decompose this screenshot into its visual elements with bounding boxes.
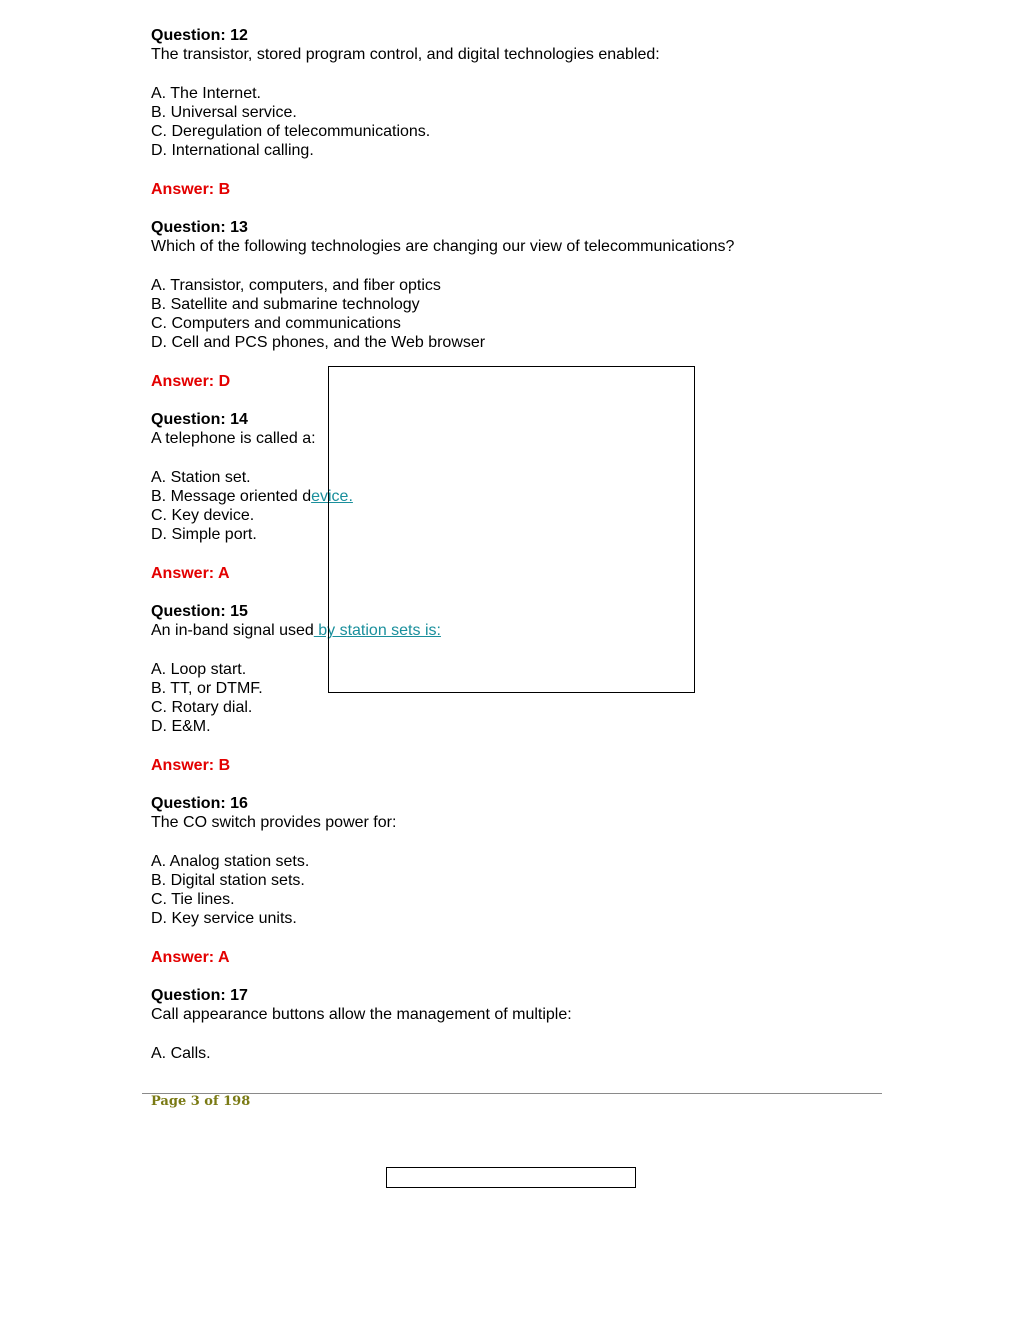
option-a: A. Station set. — [151, 468, 251, 486]
option-b: B. Digital station sets. — [151, 871, 305, 889]
option-b: B. TT, or DTMF. — [151, 679, 263, 697]
option-b: B. Satellite and submarine technology — [151, 295, 420, 313]
question-block — [151, 26, 881, 218]
option-b-text: B. Message oriented d — [151, 487, 312, 505]
answer-label: Answer: B — [151, 756, 231, 774]
question-text: The CO switch provides power for: — [151, 814, 397, 832]
question-title: Question: 13 — [151, 218, 248, 236]
spacer — [151, 736, 881, 755]
bottom-frame — [386, 1167, 636, 1188]
question-title: Question: 14 — [151, 410, 248, 428]
question-text-plain: An in-band signal used — [151, 622, 314, 640]
spacer — [151, 352, 881, 371]
spacer — [151, 967, 881, 986]
option-b — [151, 487, 881, 506]
answer-label: Answer: B — [151, 180, 231, 198]
option-c: C. Tie lines. — [151, 890, 235, 908]
question-block — [151, 602, 881, 794]
footer-divider — [142, 1093, 882, 1094]
spacer — [151, 160, 881, 179]
question-block — [151, 794, 881, 986]
question-title: Question: 16 — [151, 794, 248, 812]
question-text — [151, 621, 881, 640]
spacer — [151, 928, 881, 947]
question-block — [151, 218, 881, 410]
option-c: C. Key device. — [151, 506, 255, 524]
spacer — [151, 832, 881, 851]
option-d: D. E&M. — [151, 718, 211, 736]
option-c: C. Rotary dial. — [151, 698, 253, 716]
option-d: D. Simple port. — [151, 526, 257, 544]
page-number: Page 3 of 198 — [151, 1094, 251, 1109]
spacer — [151, 544, 881, 563]
option-d: D. International calling. — [151, 142, 314, 160]
spacer — [151, 64, 881, 83]
document-page — [151, 26, 881, 1063]
question-text: Call appearance buttons allow the management of multiple: — [151, 1006, 572, 1024]
question-text: A telephone is called a: — [151, 430, 316, 448]
option-c: C. Deregulation of telecommunications. — [151, 123, 431, 140]
option-c: C. Computers and communications — [151, 314, 401, 332]
question-block — [151, 410, 881, 602]
answer-label: Answer: A — [151, 948, 230, 966]
answer-label: Answer: A — [151, 564, 230, 582]
spacer — [151, 583, 881, 602]
option-b-link[interactable]: evice. — [311, 487, 353, 505]
option-b: B. Universal service. — [151, 103, 297, 121]
question-text: Which of the following technologies are changing our view of telecommunications? — [151, 238, 735, 256]
option-a: A. Transistor, computers, and fiber optics — [151, 276, 441, 294]
option-a: A. Loop start. — [151, 660, 247, 678]
question-title: Question: 17 — [151, 986, 248, 1004]
spacer — [151, 391, 881, 410]
option-d: D. Key service units. — [151, 910, 297, 928]
question-block — [151, 986, 881, 1063]
spacer — [151, 448, 881, 467]
spacer — [151, 199, 881, 218]
spacer — [151, 640, 881, 659]
question-title: Question: 12 — [151, 27, 248, 44]
spacer — [151, 256, 881, 275]
question-title: Question: 15 — [151, 602, 248, 620]
spacer — [151, 1024, 881, 1043]
option-a: A. Calls. — [151, 1044, 211, 1062]
question-text: The transistor, stored program control, and digital technologies enabled: — [151, 46, 660, 64]
spacer — [151, 775, 881, 794]
option-d: D. Cell and PCS phones, and the Web browser — [151, 334, 486, 352]
option-a: A. The Internet. — [151, 84, 261, 102]
answer-label: Answer: D — [151, 372, 231, 390]
question-text-link[interactable]: by station sets is: — [313, 622, 441, 640]
option-a: A. Analog station sets. — [151, 852, 310, 870]
